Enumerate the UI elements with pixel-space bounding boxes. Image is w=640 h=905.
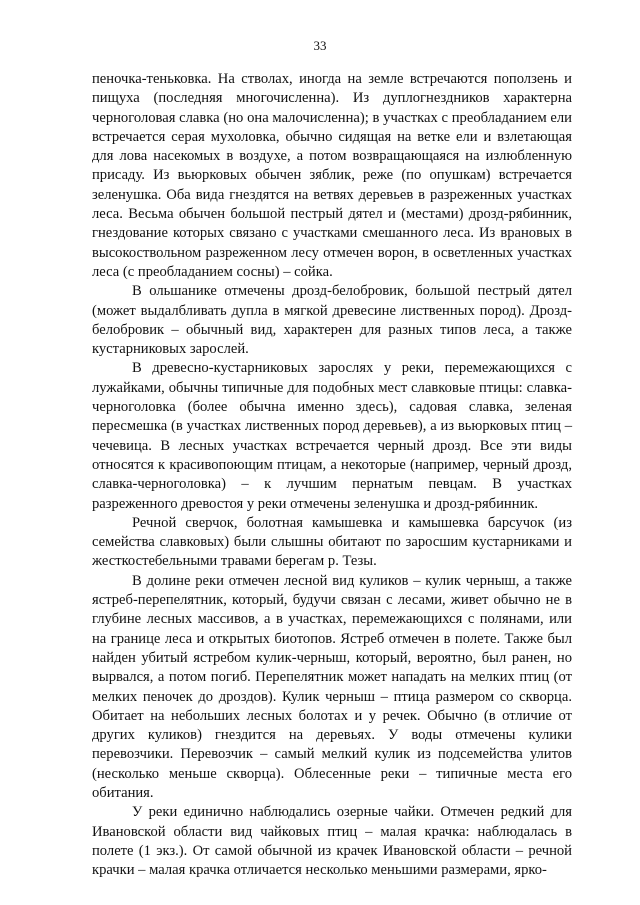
paragraph-6: У реки единично наблюдались озерные чайки. Отмечен редкий для Ивановской области вид чайковых птиц – малая крачка: наблюдалась в полете (1 экз.). От самой обычной из крачек Ивановской области – речной крачки – малая крачка отличается несколько меньшими размерами, ярко- [92,804,572,879]
paragraph-5: В долине реки отмечен лесной вид куликов – кулик черныш, а также ястреб-перепелятник, который, будучи связан с лесами, живет обычно не в глубине лесных массивов, а в участках, перемежающихся с полянами, или на границе леса и открытых биотопов. Ястреб отмечен в полете. Также был найден убитый ястребом кулик-черныш, который, вероятно, был ранен, но вырвался, а потом погиб. Перепелятник может нападать на мелких птиц (от мелких пеночек до дроздов). Кулик черныш – птица размером со скворца. Обитает на небольших лесных болотах и у речек. Обычно (в отличие от других куликов) гнездится на деревьях. У воды отмечены кулики перевозчики. Перевозчик – самый мелкий кулик из подсемейства улитов (несколько меньше скворца). Облесенные реки – типичные места его обитания. [92,572,572,801]
paragraph-4: Речной сверчок, болотная камышевка и камышевка барсучок (из семейства славковых) были слышны обитают по заросшим кустарниками и жесткостебельными травами берегам р. Тезы. [92,514,572,570]
paragraph-1: пеночка-теньковка. На стволах, иногда на земле встречаются поползень и пищуха (последняя многочисленна). Из дуплогнездников характерна черноголовая славка (но она малочисленна); в участках с преобладанием ели встречается серая мухоловка, обычно сидящая на ветке ели и взлетающая для лова насекомых в воздухе, а потом возвращающаяся на излюбленную присаду. Из вьюрковых обычен зяблик, реже (по опушкам) встречается зеленушка. Оба вида гнездятся на ветвях деревьев в разреженных участках леса. Весьма обычен большой пестрый дятел и (местами) дрозд-рябинник, гнездование которых связано с участками смешанного леса. Из врановых в высокоствольном разреженном лесу отмечен ворон, в осветленных участках леса (с преобладанием сосны) – сойка. [92,71,572,280]
body-text [92,70,572,880]
paragraph-2: В ольшанике отмечены дрозд-белобровик, большой пестрый дятел (может выдалбливать дупла в мягкой древесине лиственных пород). Дрозд-белобровик – обычный вид, характерен для разных типов леса, а также кустарниковых зарослей. [92,283,572,358]
page-number: 33 [313,38,327,53]
paragraph-3: В древесно-кустарниковых зарослях у реки, перемежающихся с лужайками, обычны типичные для подобных мест славковые птицы: славка-черноголовка (более обычна именно здесь), садовая славка, зеленая пересмешка (в участках лиственных пород деревьев), а из вьюрковых птиц – чечевица. В лесных участках встречается черный дрозд. Все эти виды относятся к красивопоющим птицам, а некоторые (например, черный дрозд, славка-черноголовка) – к лучшим пернатым певцам. В участках разреженного древостоя у реки отмечены зеленушка и дрозд-рябинник. [92,360,572,512]
